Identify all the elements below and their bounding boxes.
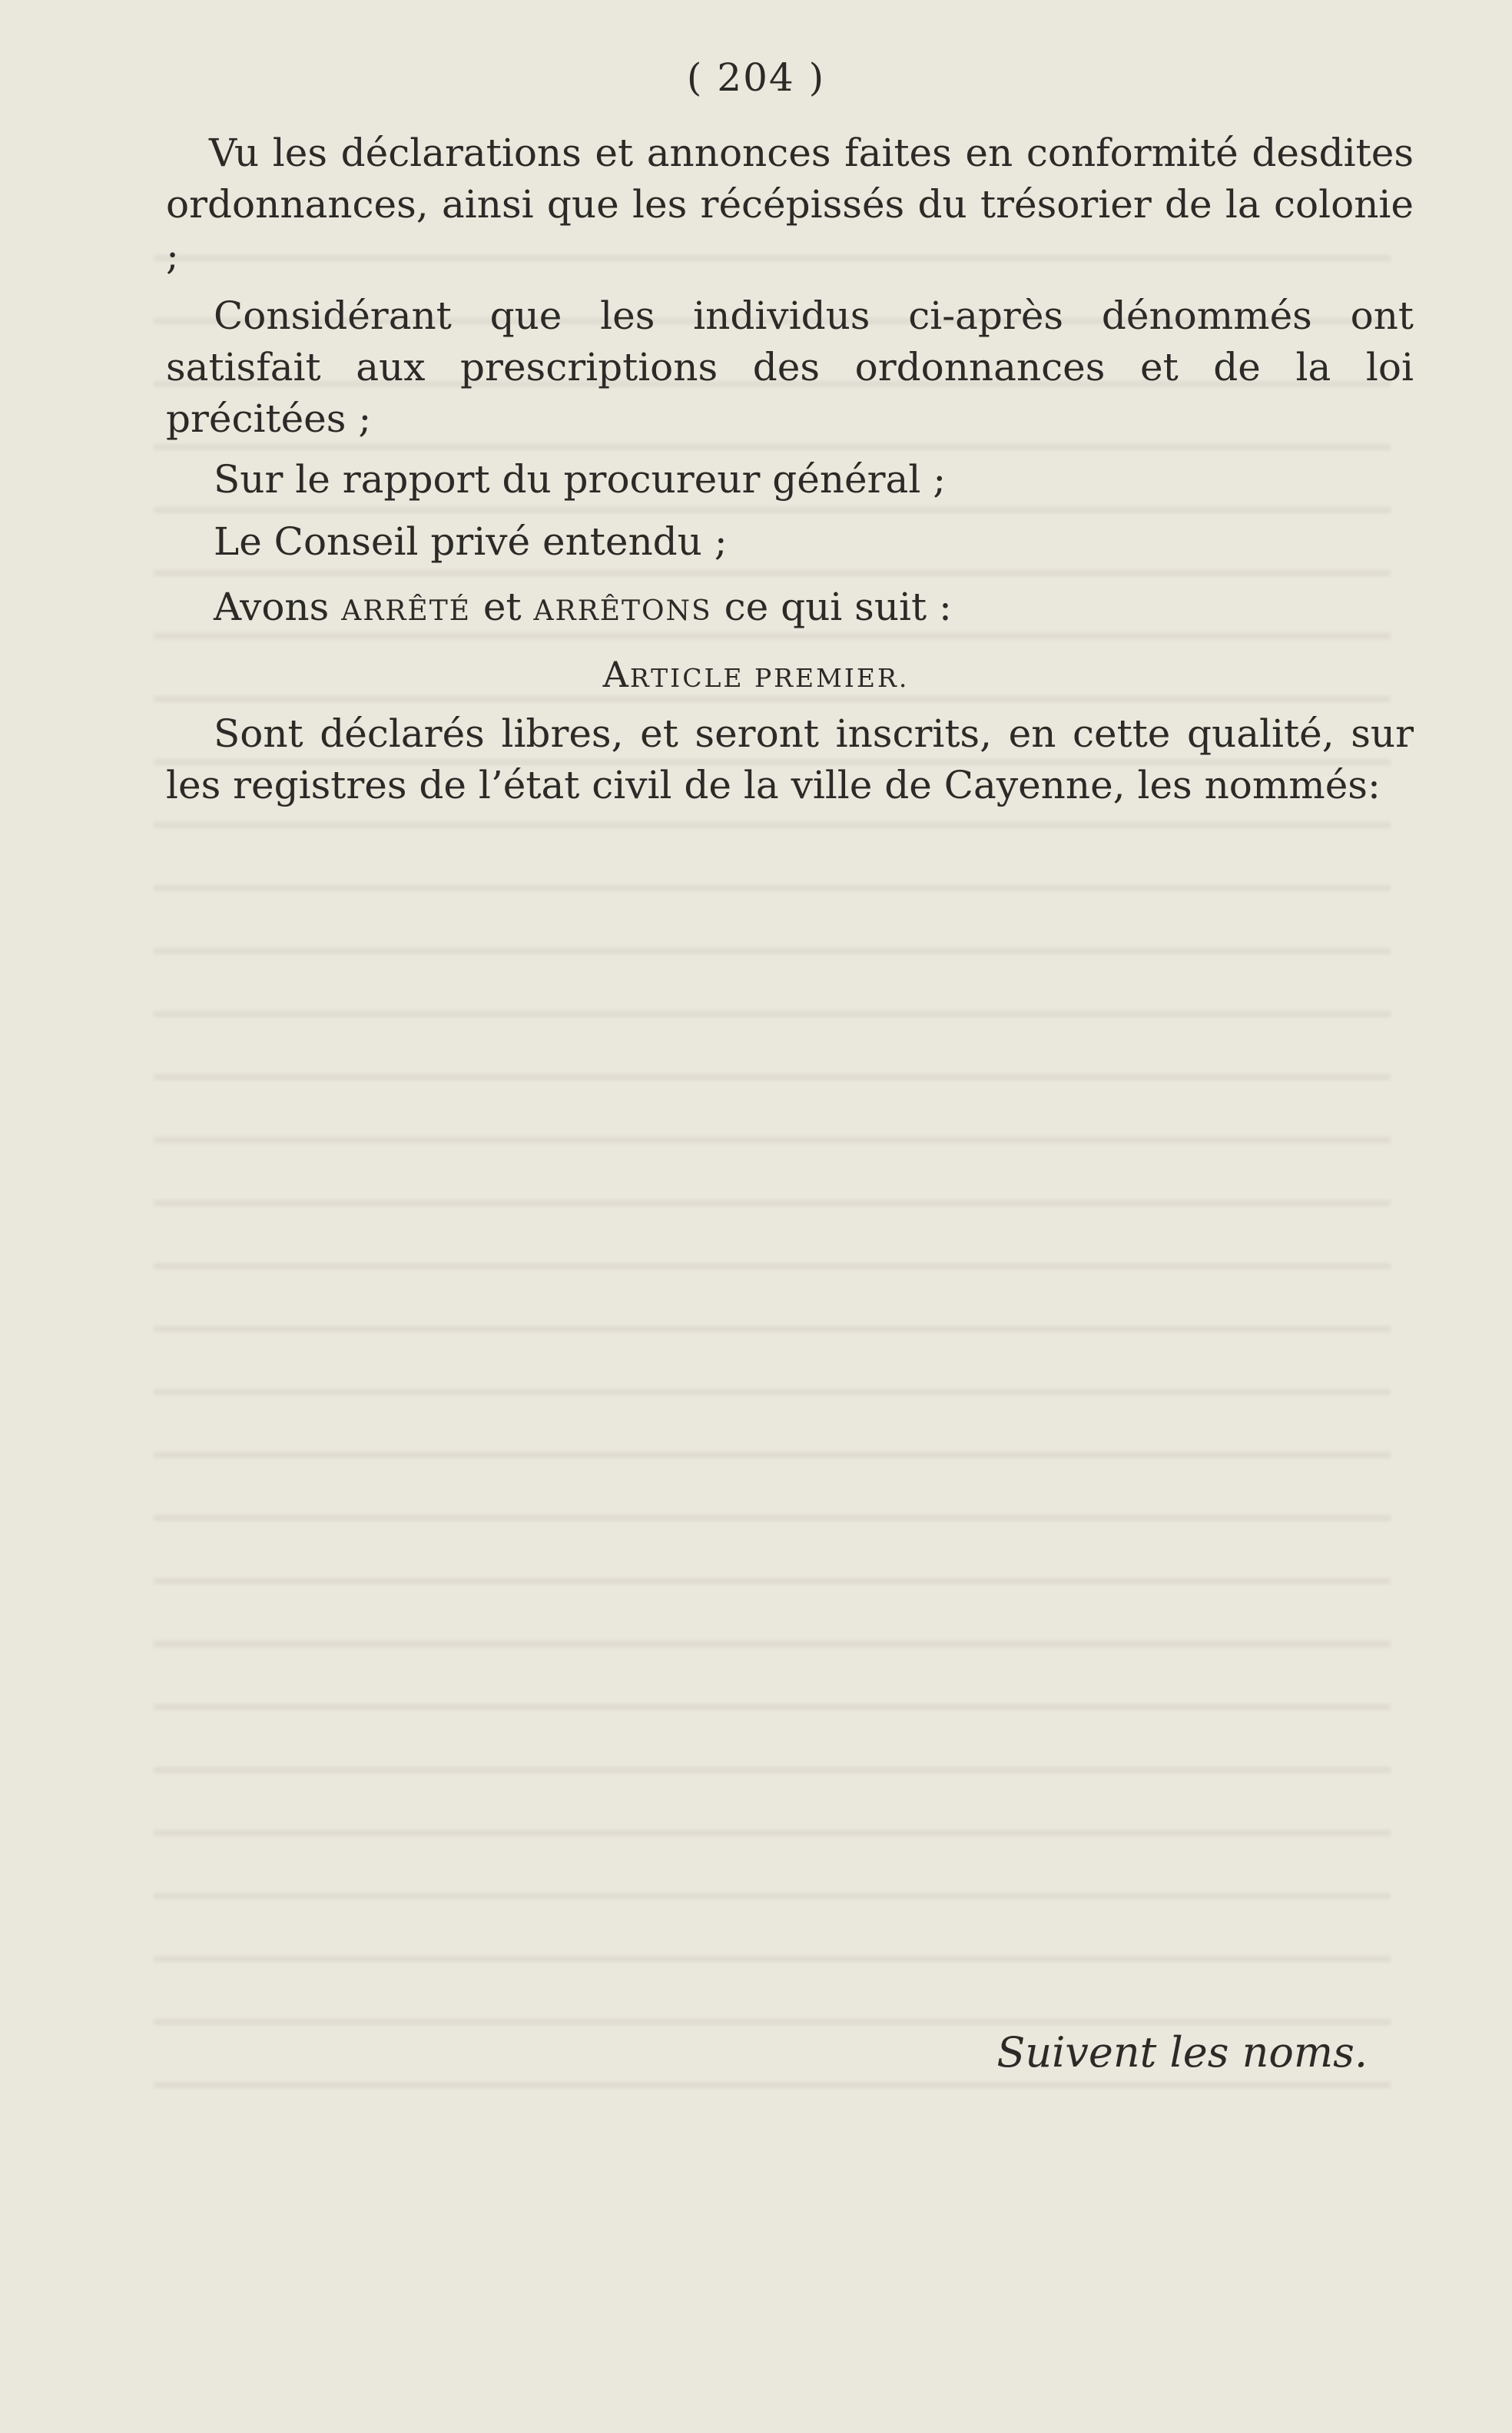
article-heading-rest: RTICLE PREMIER. bbox=[629, 663, 910, 693]
line-conseil: Le Conseil privé entendu ; bbox=[214, 519, 728, 564]
article-heading-initial: A bbox=[602, 654, 630, 695]
page-number: ( 204 ) bbox=[686, 55, 826, 100]
decree-et: et bbox=[482, 585, 522, 629]
closing-note: Suivent les noms. bbox=[996, 2028, 1368, 2077]
decree-arrete: ARRÊTÉ bbox=[341, 595, 471, 627]
paragraph-article bbox=[166, 708, 1414, 811]
line-rapport: Sur le rapport du procureur général ; bbox=[214, 457, 947, 502]
decree-rest: ce qui suit : bbox=[724, 585, 952, 629]
decree-avons: Avons bbox=[214, 585, 330, 629]
paragraph-text: Considérant que les individus ci-après dénommés ont satisfait aux prescriptions des ordonnances et de la loi précitées ; bbox=[166, 293, 1414, 441]
article-heading bbox=[0, 651, 1512, 701]
line-decree bbox=[214, 582, 952, 637]
decree-arretons: ARRÊTONS bbox=[533, 595, 712, 627]
paragraph-text: Vu les déclarations et annonces faites en conformité desdites ordonnances, ainsi que les récépissés du trésorier de la colonie ; bbox=[166, 131, 1414, 278]
paragraph-declarations bbox=[166, 128, 1414, 282]
paragraph-text: Sont déclarés libres, et seront inscrits, en cette qualité, sur les registres de l’état civil de la ville de Cayenne, les nommés: bbox=[166, 711, 1414, 807]
paragraph-considerant bbox=[166, 290, 1414, 445]
